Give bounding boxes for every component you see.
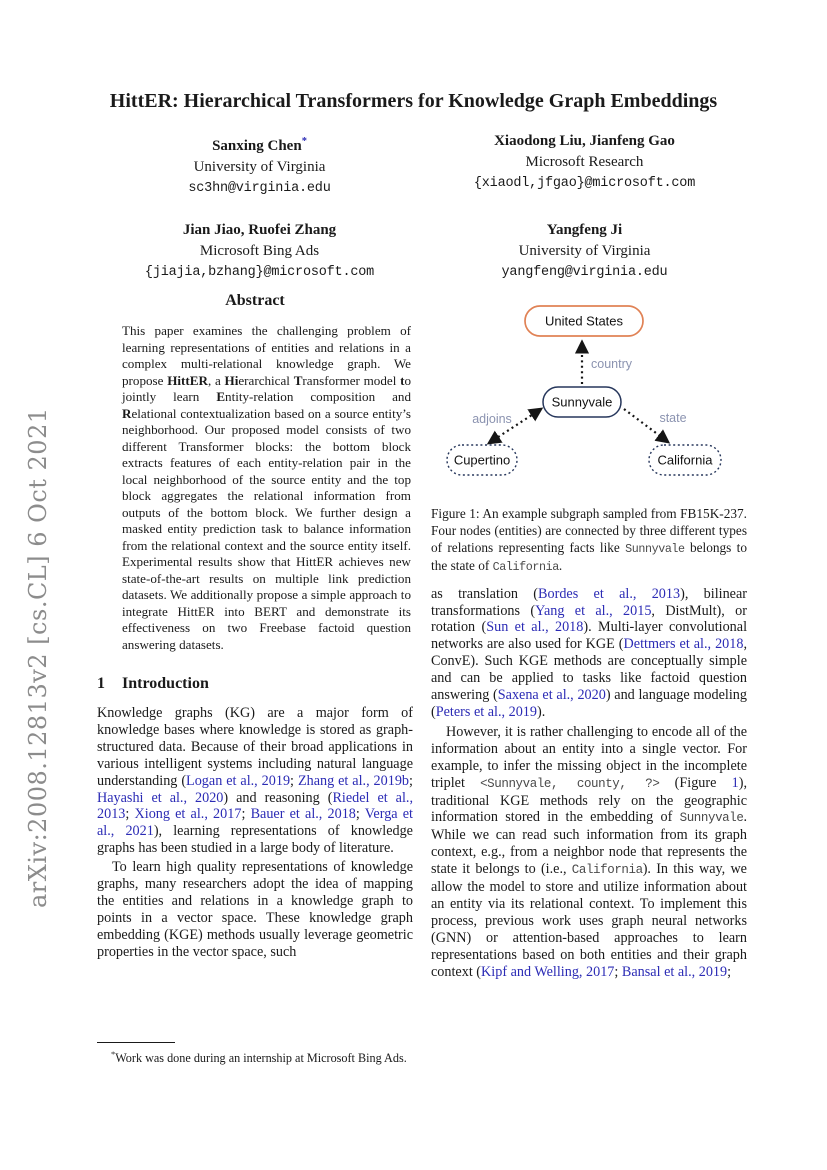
author-name: [97, 220, 422, 241]
author-yangfeng-ji: [422, 220, 747, 283]
footnote-rule: [97, 1042, 175, 1043]
author-liu-gao: [422, 131, 747, 199]
citation-link[interactable]: Peters et al., 2019: [435, 703, 537, 720]
text-segment: Work was done during an internship at Microsoft Bing Ads.: [115, 1051, 407, 1066]
text-segment: However, it is rather challenging to encode all of the information about an entity into a single vector. For example, to infer the missing object in the incomplete triplet: [431, 723, 747, 791]
section-title: Introduction: [122, 675, 209, 692]
text-segment: ;: [125, 806, 135, 823]
citation-link[interactable]: Bansal et al., 2019: [621, 963, 728, 980]
section-number: 1: [97, 675, 105, 692]
text-segment: , ConvE). Such KGE methods are conceptually simple and can be applied to tasks like factoid question answering (: [431, 636, 748, 704]
figure-caption: [431, 506, 747, 576]
text-segment: This paper examines the challenging problem of learning representations of entities and relations in a complex multi-relational knowledge graph. We propose: [122, 323, 411, 388]
author-affiliation: Microsoft Research: [525, 154, 644, 170]
intro-paragraph-1: [97, 705, 413, 857]
text-segment: (Figure: [659, 774, 732, 791]
right-paragraph-1: [431, 586, 747, 721]
text-segment: erarchical: [238, 372, 294, 388]
text-segment: Jian Jiao, Ruofei Zhang: [182, 222, 337, 238]
citation-link[interactable]: Sun et al., 2018: [486, 619, 584, 636]
citation-link[interactable]: Riedel et al., 2013: [97, 789, 414, 823]
arxiv-stamp: arXiv:2008.12813v2 [cs.CL] 6 Oct 2021: [24, 407, 52, 908]
text-segment: , DistMult), or rotation (: [431, 602, 747, 636]
text-segment: . While we can read such information from its graph context, e.g., from a neighbor node that represents the state it belongs to (i.e.,: [431, 809, 747, 878]
edge-label-country: country: [591, 357, 632, 371]
author-email[interactable]: sc3hn@virginia.edu: [188, 181, 331, 196]
text-segment: belongs to the state of: [431, 539, 747, 573]
node-label-sunnyvale: Sunnyvale: [551, 394, 613, 410]
author-block: [97, 131, 747, 304]
citation-link[interactable]: 1: [731, 774, 739, 791]
knowledge-graph-diagram: [439, 296, 739, 492]
author-jiao-zhang: [97, 220, 422, 283]
left-column: [97, 292, 413, 961]
citation-link[interactable]: Verga et al., 2021: [97, 806, 414, 840]
author-name: [422, 131, 747, 152]
text-segment: *: [301, 136, 307, 147]
text-segment: ;: [409, 772, 413, 789]
abstract-body: [122, 323, 411, 653]
text-segment: R: [122, 405, 132, 421]
author-name: [422, 220, 747, 241]
text-segment: California: [571, 863, 643, 878]
author-email[interactable]: {jiajia,bzhang}@microsoft.com: [144, 265, 375, 280]
text-segment: ).: [537, 703, 546, 720]
text-segment: ), traditional KGE methods rely on the geographic information stored in the embedding of: [431, 774, 747, 826]
text-segment: as translation (: [431, 585, 539, 602]
citation-link[interactable]: Bordes et al., 2013: [538, 585, 681, 602]
node-label-cupertino: Cupertino: [453, 452, 511, 468]
citation-link[interactable]: Kipf and Welling, 2017: [481, 963, 615, 980]
text-segment: <Sunnyvale, county, ?>: [480, 776, 660, 791]
text-segment: .: [558, 557, 563, 573]
author-affiliation: Microsoft Bing Ads: [199, 243, 320, 259]
text-segment: To learn high quality representations of knowledge graphs, many researchers adopt the idea of mapping the entities and relations in a knowledge graph to points in a vector space. These knowledge graph embedding (KGE) methods usually leverage geometric properties in the vector space, such: [97, 859, 413, 960]
author-email[interactable]: {xiaodl,jfgao}@microsoft.com: [473, 176, 696, 191]
node-label-united-states: United States: [544, 313, 624, 329]
text-segment: ), bilinear transformations (: [431, 585, 747, 619]
citation-link[interactable]: Hayashi et al., 2020: [97, 789, 224, 806]
text-segment: E: [216, 389, 226, 404]
citation-link[interactable]: Bauer et al., 2018: [250, 806, 356, 823]
author-email[interactable]: yangfeng@virginia.edu: [501, 265, 668, 280]
text-segment: ;: [614, 963, 622, 980]
citation-link[interactable]: Saxena et al., 2020: [497, 687, 606, 704]
text-segment: ) and language modeling (: [431, 687, 747, 720]
text-segment: ). Multi-layer convolutional networks are also used for KGE (: [431, 619, 748, 653]
right-paragraph-2: [431, 724, 747, 981]
text-segment: t: [400, 372, 405, 388]
text-segment: elational contextualization based on a source entity’s neighborhood. Our proposed model consists of two different Transformer blocks: the bottom block extracts features of each entity-relation pair in the local neighborhood of the source entity and the top block aggregates the relational information from outputs of the bottom block. We further design a masked entity prediction task to balance information from the relational context and the source entity itself. Experimental results show that HittER achieves new state-of-the-art results on multiple link prediction datasets. We additionally propose a simple approach to integrate HittER into BERT and demonstrate its effectiveness on two Freebase factoid question answering datasets.: [122, 405, 411, 652]
text-segment: ntity-relation composition and: [225, 389, 411, 404]
text-segment: ;: [241, 806, 251, 823]
text-segment: Xiaodong Liu, Jianfeng Gao: [494, 133, 675, 149]
text-segment: ransformer model: [302, 372, 401, 388]
citation-link[interactable]: Xiong et al., 2017: [134, 806, 242, 823]
text-segment: Yangfeng Ji: [546, 222, 623, 238]
node-label-california: California: [657, 452, 713, 468]
text-segment: ) and reasoning (: [223, 789, 333, 806]
citation-link[interactable]: Dettmers et al., 2018: [623, 636, 744, 653]
text-segment: Sunnyvale: [625, 541, 685, 556]
text-segment: HittER: [167, 372, 208, 388]
citation-link[interactable]: Yang et al., 2015: [535, 602, 652, 619]
citation-link[interactable]: Logan et al., 2019: [186, 772, 291, 789]
paper-title: HittER: Hierarchical Transformers for Knowledge Graph Embeddings: [109, 90, 718, 112]
text-segment: ;: [355, 806, 365, 823]
text-segment: Knowledge graphs (KG) are a major form of knowledge bases where knowledge is stored as graph-structured data. Because of their broad applications in various intelligent systems including natural language understanding (: [97, 705, 413, 789]
text-segment: ;: [727, 963, 732, 980]
text-segment: California: [492, 559, 559, 574]
author-affiliation: University of Virginia: [518, 243, 651, 259]
author-name: [97, 131, 422, 157]
text-segment: *: [111, 1049, 116, 1059]
text-segment: Hi: [224, 372, 239, 388]
figure-1: [431, 296, 747, 576]
edge-label-state: state: [659, 411, 687, 425]
citation-link[interactable]: Zhang et al., 2019b: [297, 772, 410, 789]
text-segment: ), learning representations of knowledge graphs has been studied in a large body of literature.: [97, 823, 413, 857]
text-segment: Sunnyvale: [679, 811, 744, 826]
text-segment: ). In this way, we allow the model to store and utilize information about an entity via its relational context. To implement this process, previous work uses graph neural networks (GNN) or attention-based approaches to learn representations based on both entities and their graph context (: [431, 861, 747, 980]
edge-label-adjoins: adjoins: [472, 412, 512, 426]
abstract-heading: Abstract: [225, 292, 285, 309]
footnote-text: [97, 1047, 413, 1066]
author-sanxing-chen: [97, 131, 422, 199]
text-segment: ;: [290, 772, 298, 789]
text-segment: Figure 1: An example subgraph sampled from FB15K-237. Four nodes (entities) are connected by three different types of relations representing facts like: [431, 506, 747, 555]
author-affiliation: University of Virginia: [193, 159, 326, 175]
section-heading-introduction: [97, 675, 413, 693]
footnote-block: [97, 1042, 413, 1066]
intro-paragraph-2: [97, 859, 413, 960]
text-segment: Sanxing Chen: [212, 138, 302, 154]
text-segment: T: [293, 372, 303, 388]
text-segment: o jointly learn: [122, 372, 411, 404]
right-column: [431, 296, 747, 980]
text-segment: , a: [207, 372, 225, 388]
